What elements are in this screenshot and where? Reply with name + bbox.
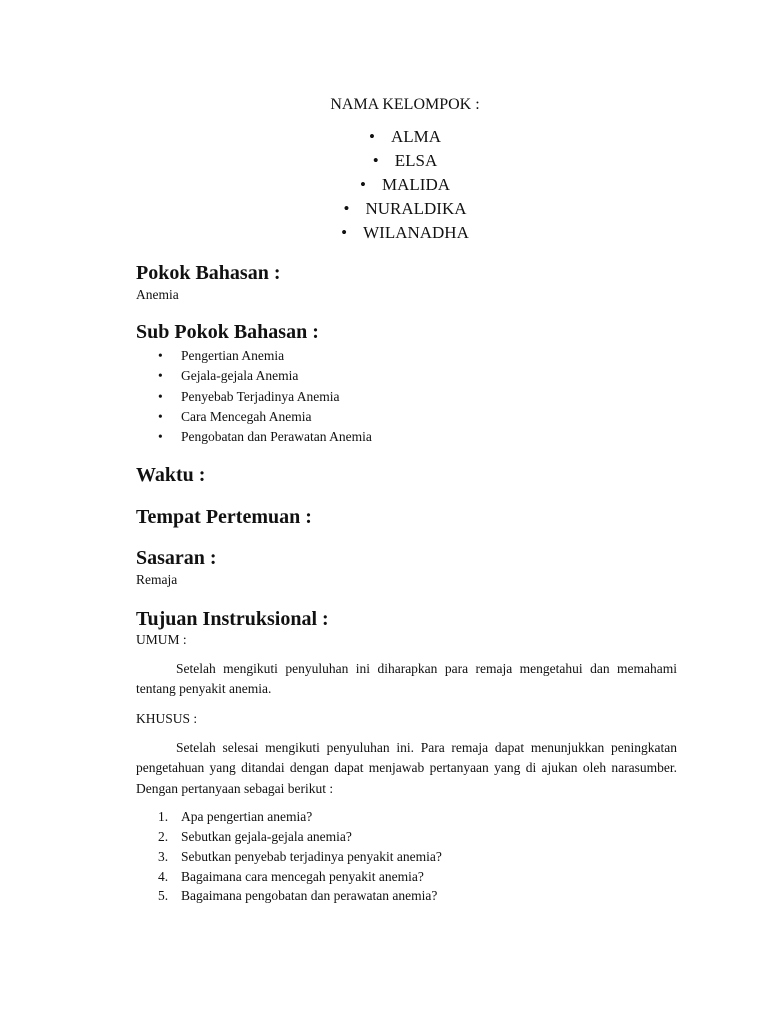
bullet-icon: • bbox=[158, 409, 163, 424]
heading-pokok-bahasan: Pokok Bahasan : bbox=[136, 262, 281, 284]
sub-topic-text: Pengobatan dan Perawatan Anemia bbox=[181, 429, 372, 444]
bullet-icon: • bbox=[372, 151, 379, 170]
question-text: Bagaimana pengobatan dan perawatan anemia? bbox=[181, 888, 438, 903]
question-item bbox=[158, 827, 352, 847]
bullet-icon: • bbox=[158, 429, 163, 444]
umum-label: UMUM : bbox=[136, 632, 187, 647]
khusus-paragraph: Setelah selesai mengikuti penyuluhan ini. Para remaja dapat menunjukkan peningkatan pengetahuan yang ditandai dengan dapat menjawab pertanyaan yang di ajukan oleh narasumber. Dengan pertanyaan sebagai berikut : bbox=[136, 740, 677, 796]
member-item bbox=[0, 125, 768, 149]
sub-topic-text: Gejala-gejala Anemia bbox=[181, 368, 299, 383]
heading-sasaran: Sasaran : bbox=[136, 547, 217, 569]
pokok-bahasan-value: Anemia bbox=[136, 287, 179, 302]
bullet-icon: • bbox=[158, 348, 163, 363]
bullet-icon: • bbox=[158, 368, 163, 383]
question-item bbox=[158, 867, 424, 887]
member-name: NURALDIKA bbox=[365, 199, 467, 218]
question-text: Bagaimana cara mencegah penyakit anemia? bbox=[181, 869, 424, 884]
question-item bbox=[158, 886, 437, 906]
member-name: MALIDA bbox=[382, 175, 450, 194]
bullet-icon: • bbox=[341, 223, 348, 242]
sub-topic-text: Pengertian Anemia bbox=[181, 348, 285, 363]
sub-topic-item bbox=[158, 387, 340, 407]
heading-tujuan-instruksional: Tujuan Instruksional : bbox=[136, 608, 329, 630]
question-number: 3. bbox=[158, 849, 169, 864]
question-number: 5. bbox=[158, 888, 169, 903]
member-item bbox=[0, 197, 768, 221]
member-name: ALMA bbox=[390, 127, 442, 146]
group-title: NAMA KELOMPOK : bbox=[330, 96, 480, 113]
bullet-icon: • bbox=[158, 389, 163, 404]
heading-waktu: Waktu : bbox=[136, 464, 206, 486]
member-item bbox=[0, 173, 768, 197]
sub-topic-text: Penyebab Terjadinya Anemia bbox=[181, 389, 340, 404]
heading-tempat-pertemuan: Tempat Pertemuan : bbox=[136, 506, 312, 528]
member-name: WILANADHA bbox=[363, 223, 469, 242]
bullet-icon: • bbox=[343, 199, 350, 218]
sub-topic-item bbox=[158, 427, 372, 447]
question-text: Sebutkan gejala-gejala anemia? bbox=[181, 829, 352, 844]
sasaran-value: Remaja bbox=[136, 572, 178, 587]
heading-sub-pokok-bahasan: Sub Pokok Bahasan : bbox=[136, 321, 319, 343]
question-number: 1. bbox=[158, 809, 169, 824]
question-item bbox=[158, 807, 312, 827]
bullet-icon: • bbox=[368, 127, 375, 146]
member-item bbox=[0, 149, 768, 173]
member-name: ELSA bbox=[394, 151, 438, 170]
question-number: 4. bbox=[158, 869, 169, 884]
sub-topic-item bbox=[158, 346, 284, 366]
question-text: Apa pengertian anemia? bbox=[181, 809, 313, 824]
sub-topic-text: Cara Mencegah Anemia bbox=[181, 409, 312, 424]
sub-topic-item bbox=[158, 366, 298, 386]
sub-topic-item bbox=[158, 407, 311, 427]
bullet-icon: • bbox=[360, 175, 366, 194]
question-item bbox=[158, 847, 442, 867]
question-number: 2. bbox=[158, 829, 169, 844]
member-item bbox=[0, 221, 768, 245]
khusus-label: KHUSUS : bbox=[136, 711, 198, 726]
question-text: Sebutkan penyebab terjadinya penyakit anemia? bbox=[181, 849, 442, 864]
umum-paragraph: Setelah mengikuti penyuluhan ini diharapkan para remaja mengetahui dan memahami tentang penyakit anemia. bbox=[136, 661, 677, 697]
